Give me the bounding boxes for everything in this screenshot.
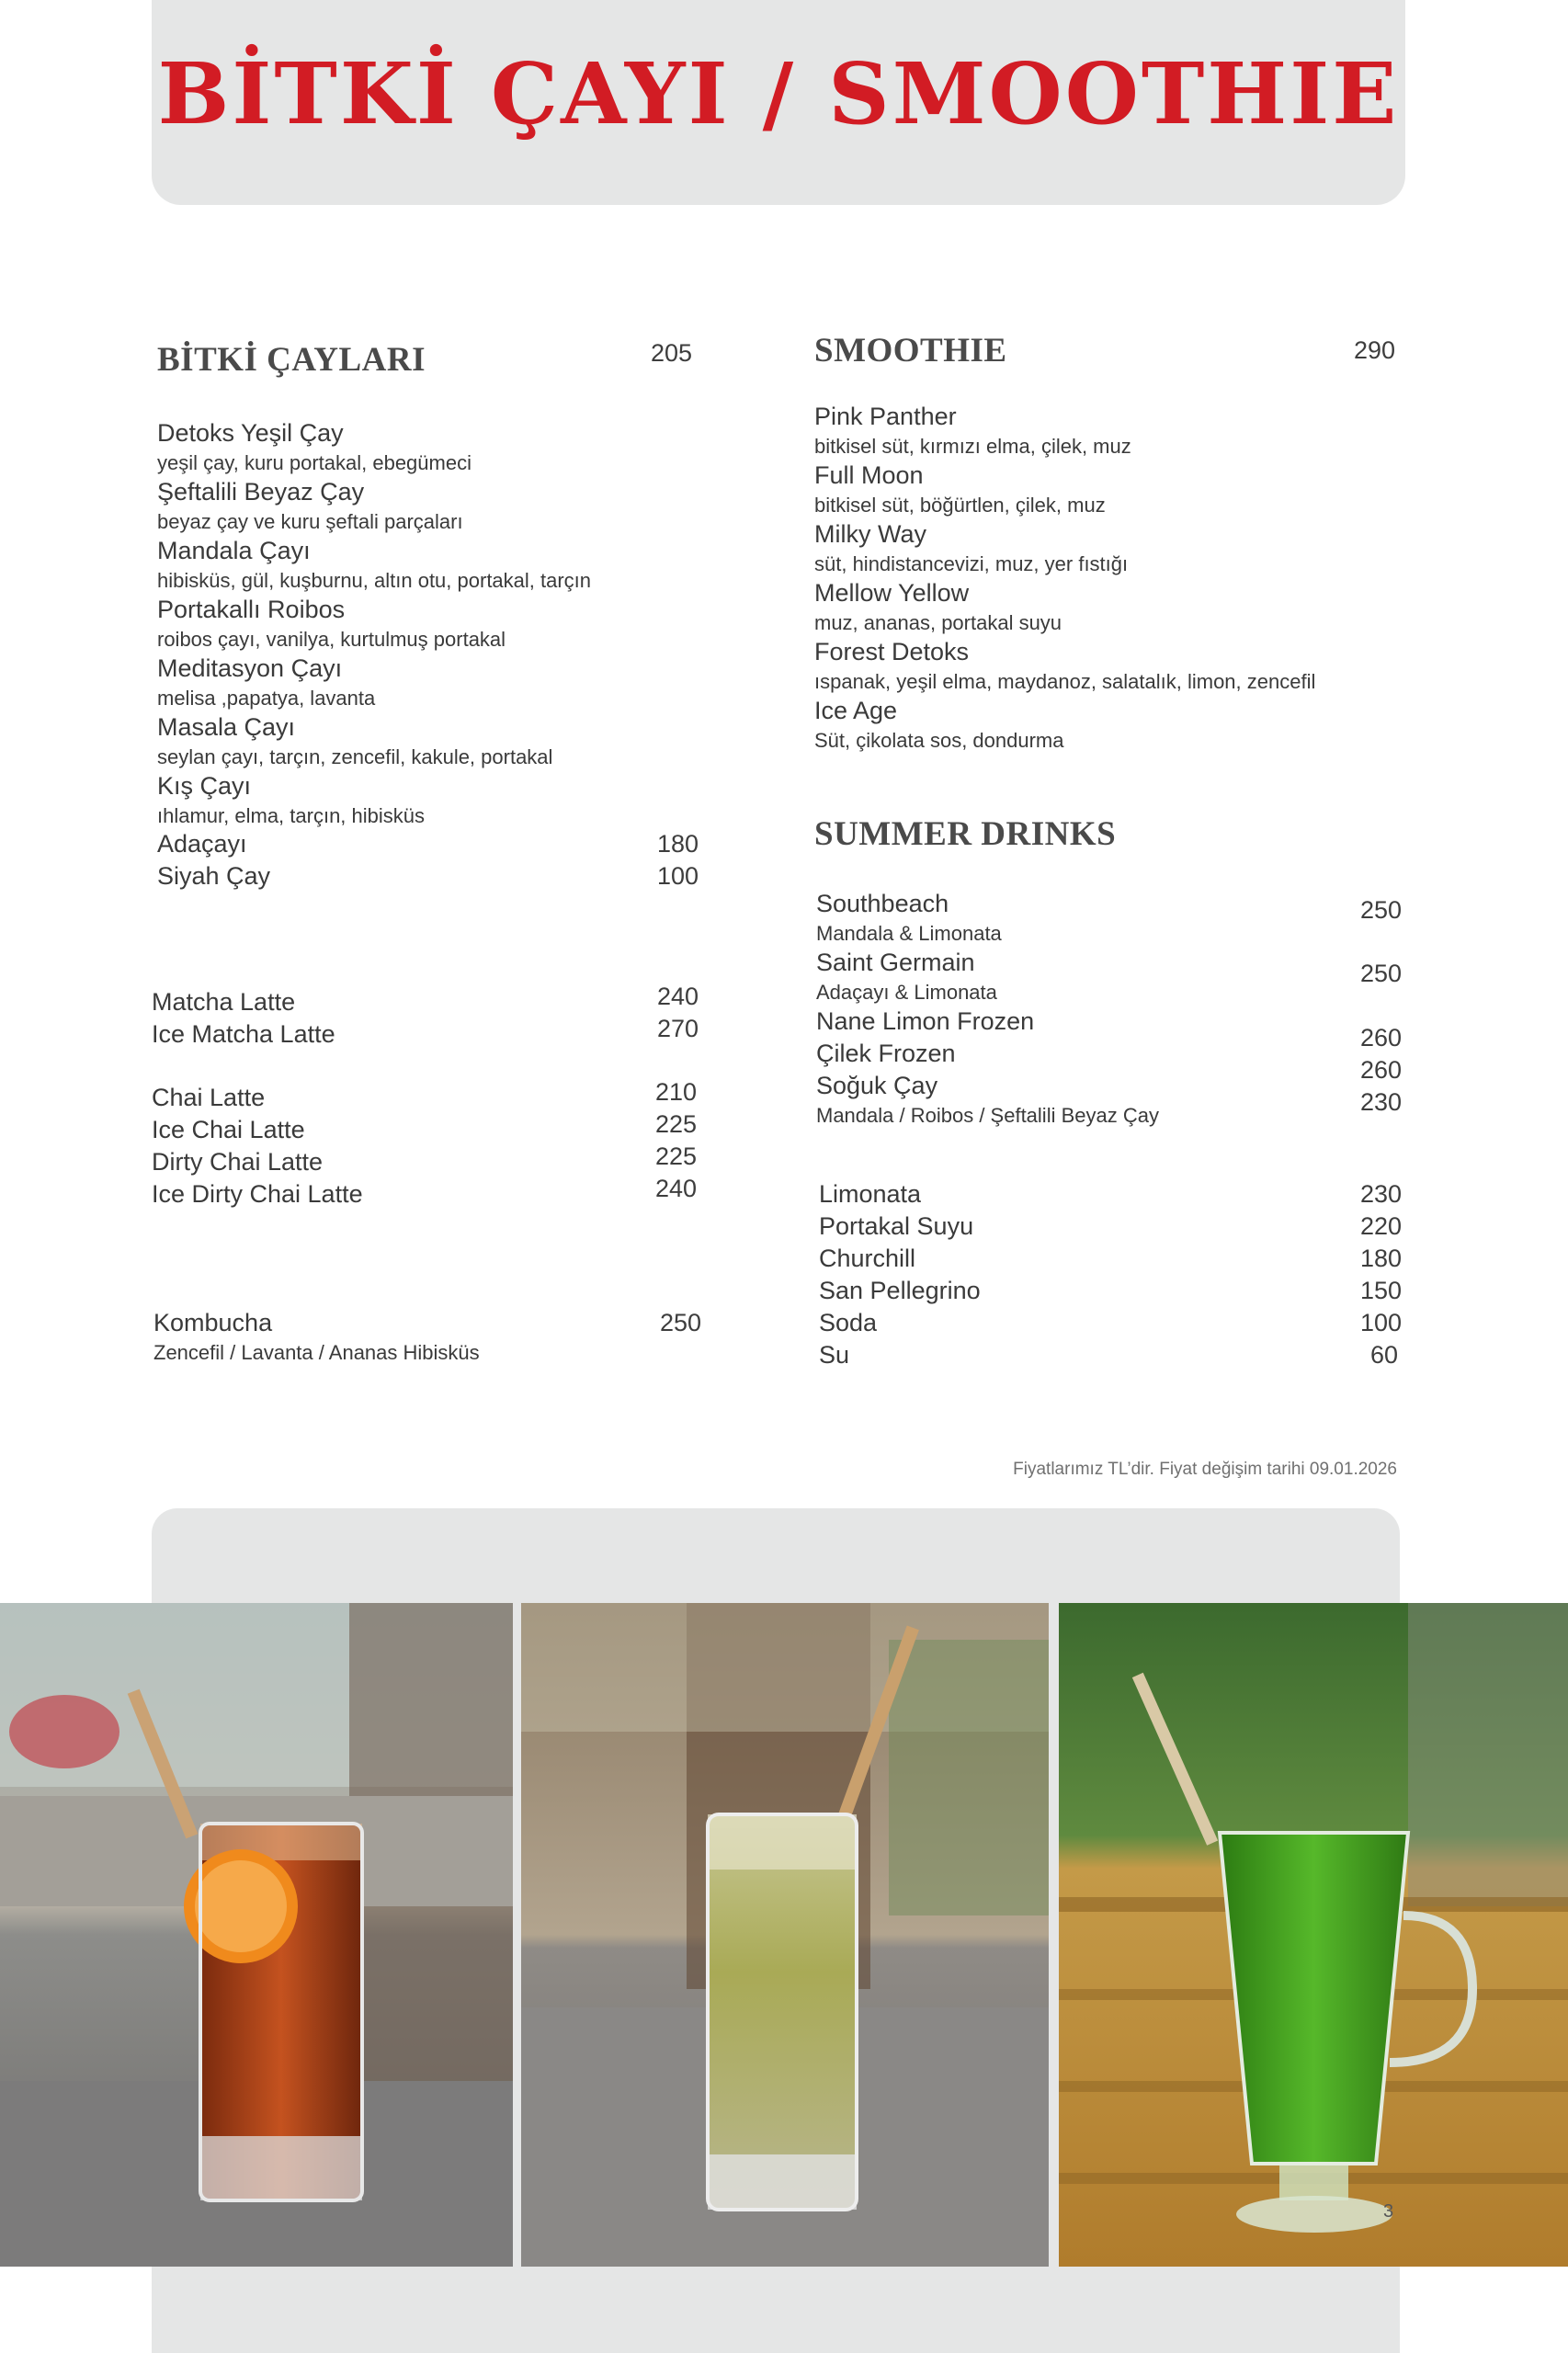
green-detox-photo [1059, 1603, 1568, 2267]
menu-item-name: Detoks Yeşil Çay [157, 419, 344, 447]
menu-item-name: Su [819, 1341, 850, 1369]
menu-item-name: Ice Chai Latte [152, 1116, 305, 1143]
menu-item-name: Masala Çayı [157, 713, 296, 741]
menu-item-price: 260 [1359, 1056, 1402, 1084]
menu-item-name: Kombucha [153, 1309, 273, 1336]
menu-item-price: 60 [1369, 1341, 1398, 1369]
menu-item-price: 240 [654, 1175, 697, 1202]
menu-item-name: Milky Way [814, 520, 926, 548]
menu-item-price: 250 [1359, 896, 1402, 924]
menu-item-desc: melisa ,papatya, lavanta [157, 687, 376, 710]
menu-item-desc: Adaçayı & Limonata [816, 981, 997, 1004]
menu-item-name: Portakal Suyu [819, 1212, 974, 1240]
menu-item-name: Churchill [819, 1245, 916, 1272]
page-title: BİTKİ ÇAYI / SMOOTHIE [157, 44, 1400, 143]
menu-item-name: Dirty Chai Latte [152, 1148, 324, 1176]
section-title-bitki: BİTKİ ÇAYLARI [157, 341, 426, 379]
menu-item-desc: hibisküs, gül, kuşburnu, altın otu, portakal, tarçın [157, 569, 592, 592]
menu-item-desc: muz, ananas, portakal suyu [814, 611, 1062, 634]
menu-item-desc: bitkisel süt, kırmızı elma, çilek, muz [814, 435, 1131, 458]
menu-item-price: 180 [1359, 1245, 1402, 1272]
menu-item-name: Soğuk Çay [816, 1072, 938, 1099]
section-price-bitki: 205 [650, 339, 692, 367]
menu-item-name: Nane Limon Frozen [816, 1007, 1035, 1035]
menu-item-name: Limonata [819, 1180, 922, 1208]
menu-item-price: 180 [656, 830, 699, 858]
menu-item-desc: Zencefil / Lavanta / Ananas Hibisküs [153, 1341, 480, 1364]
menu-item-price: 250 [1359, 960, 1402, 987]
menu-item-desc: bitkisel süt, böğürtlen, çilek, muz [814, 494, 1106, 517]
page-number: 3 [1383, 2201, 1394, 2222]
menu-item-name: Pink Panther [814, 403, 957, 430]
menu-item-price: 270 [656, 1015, 699, 1042]
menu-item-name: San Pellegrino [819, 1277, 981, 1304]
section-title-smoothie: SMOOTHIE [814, 332, 1007, 369]
menu-item-name: Ice Age [814, 697, 898, 724]
menu-item-desc: Süt, çikolata sos, dondurma [814, 729, 1064, 752]
menu-item-price: 100 [1359, 1309, 1402, 1336]
menu-item-desc: süt, hindistancevizi, muz, yer fıstığı [814, 552, 1129, 575]
menu-item-name: Siyah Çay [157, 862, 271, 890]
menu-item-desc: ıhlamur, elma, tarçın, hibisküs [157, 804, 426, 827]
menu-item-name: Adaçayı [157, 830, 247, 858]
menu-item-name: Soda [819, 1309, 878, 1336]
menu-item-desc: Mandala / Roibos / Şeftalili Beyaz Çay [816, 1104, 1159, 1127]
menu-item-price: 250 [659, 1309, 701, 1336]
menu-item-price: 230 [1359, 1180, 1402, 1208]
menu-item-name: Kış Çayı [157, 772, 252, 800]
menu-item-name: Meditasyon Çayı [157, 654, 343, 682]
menu-item-name: Mellow Yellow [814, 579, 970, 607]
menu-item-name: Şeftalili Beyaz Çay [157, 478, 365, 506]
matcha-latte-photo [521, 1603, 1049, 2267]
menu-item-name: Ice Dirty Chai Latte [152, 1180, 363, 1208]
menu-item-desc: beyaz çay ve kuru şeftali parçaları [157, 510, 463, 533]
menu-item-price: 210 [654, 1078, 697, 1106]
menu-item-name: Southbeach [816, 890, 949, 917]
menu-item-name: Portakallı Roibos [157, 596, 346, 623]
menu-item-price: 225 [654, 1142, 697, 1170]
menu-item-price: 240 [656, 983, 699, 1010]
menu-item-price: 100 [656, 862, 699, 890]
section-price-smoothie: 290 [1353, 336, 1395, 364]
menu-item-name: Forest Detoks [814, 638, 970, 665]
menu-item-price: 230 [1359, 1088, 1402, 1116]
menu-item-name: Mandala Çayı [157, 537, 311, 564]
menu-item-desc: seylan çayı, tarçın, zencefil, kakule, portakal [157, 745, 553, 768]
menu-item-desc: yeşil çay, kuru portakal, ebegümeci [157, 451, 472, 474]
menu-item-name: Matcha Latte [152, 988, 296, 1016]
menu-item-desc: ıspanak, yeşil elma, maydanoz, salatalık, limon, zencefil [814, 670, 1316, 693]
menu-item-name: Çilek Frozen [816, 1040, 956, 1067]
menu-item-desc: roibos çayı, vanilya, kurtulmuş portakal [157, 628, 506, 651]
section-title-summer: SUMMER DRINKS [814, 815, 1117, 853]
price-note: Fiyatlarımız TL’dir. Fiyat değişim tarihi 09.01.2026 [1013, 1460, 1397, 1479]
menu-item-name: Full Moon [814, 461, 924, 489]
menu-item-price: 150 [1359, 1277, 1402, 1304]
menu-item-price: 260 [1359, 1024, 1402, 1051]
iced-tea-photo [0, 1603, 513, 2267]
menu-item-price: 225 [654, 1110, 697, 1138]
menu-item-desc: Mandala & Limonata [816, 922, 1002, 945]
menu-item-price: 220 [1359, 1212, 1402, 1240]
menu-item-name: Chai Latte [152, 1084, 266, 1111]
menu-item-name: Saint Germain [816, 949, 975, 976]
menu-item-name: Ice Matcha Latte [152, 1020, 335, 1048]
